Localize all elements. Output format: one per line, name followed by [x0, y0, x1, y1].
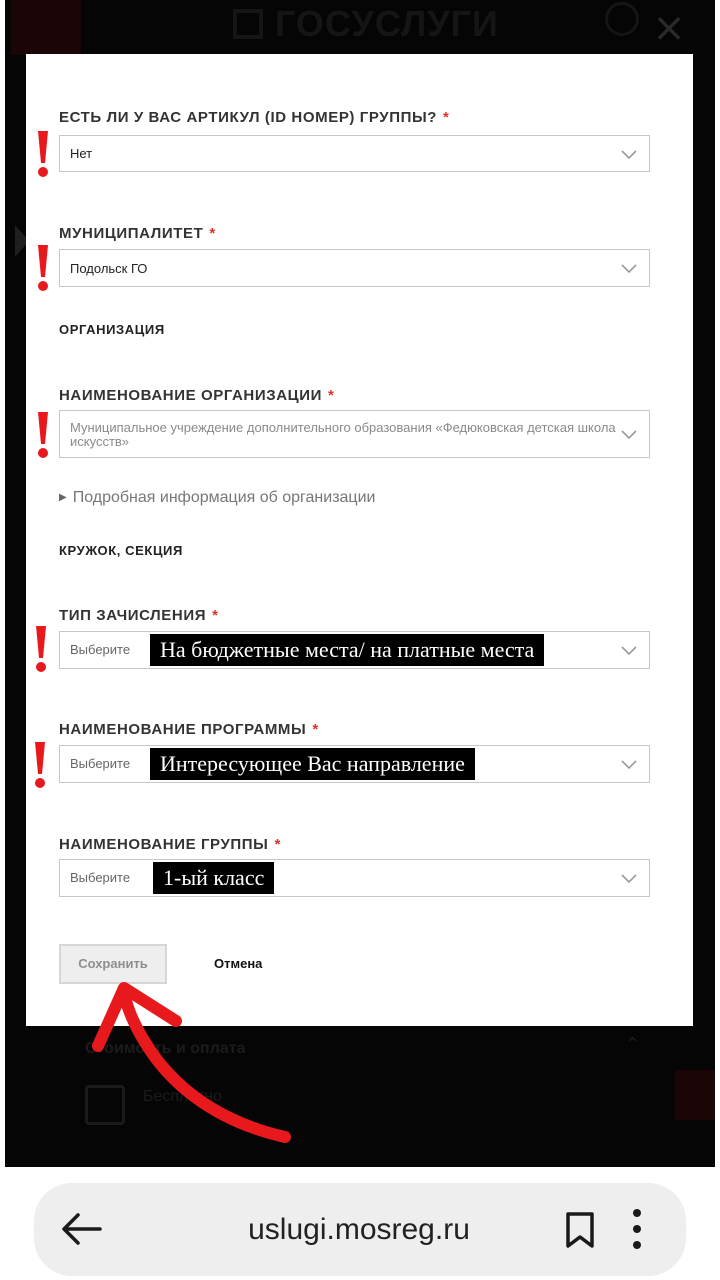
chevron-down-icon [621, 646, 637, 656]
bookmark-icon[interactable] [564, 1211, 596, 1249]
field-label-organization-name: НАИМЕНОВАНИЕ ОРГАНИЗАЦИИ * [59, 387, 335, 404]
exclamation-icon [32, 740, 48, 790]
field-label-program-name: НАИМЕНОВАНИЕ ПРОГРАММЫ * [59, 721, 319, 738]
background-logo-text: ГОСУСЛУГИ [275, 3, 499, 44]
details-link-label: Подробная информация об организации [72, 489, 376, 506]
field-label-group-name: НАИМЕНОВАНИЕ ГРУППЫ * [59, 836, 281, 853]
annotation-enrollment-hint: На бюджетные места/ на платные места [150, 634, 544, 666]
exclamation-icon [35, 129, 51, 179]
browser-bottom-bar [34, 1183, 686, 1276]
background-section-label: Стоимость и оплата [85, 1040, 246, 1057]
exclamation-icon [33, 624, 49, 674]
section-title-club: КРУЖОК, СЕКЦИЯ [59, 543, 183, 558]
field-label-enrollment-type: ТИП ЗАЧИСЛЕНИЯ * [59, 607, 219, 624]
back-arrow-icon[interactable] [60, 1211, 104, 1247]
organization-name-select[interactable] [59, 410, 650, 458]
exclamation-icon [35, 243, 51, 293]
article-id-select[interactable] [59, 135, 650, 172]
article-id-value: Нет [70, 146, 93, 161]
background-chevron-icon: ⌃ [625, 1034, 641, 1054]
municipality-select[interactable] [59, 249, 650, 287]
background-user-icon [605, 2, 639, 36]
exclamation-icon [35, 410, 51, 460]
field-label-municipality: МУНИЦИПАЛИТЕТ * [59, 225, 216, 242]
chevron-down-icon [621, 874, 637, 884]
background-logo [233, 0, 503, 48]
chevron-down-icon [621, 430, 637, 440]
modal-close-icon[interactable]: × [652, 5, 686, 51]
background-red-button [675, 1070, 715, 1120]
group-name-select[interactable] [59, 859, 650, 897]
cancel-button[interactable]: Отмена [214, 956, 263, 971]
background-menu-area [11, 0, 81, 55]
address-bar-url[interactable]: uslugi.mosreg.ru [248, 1213, 470, 1246]
annotation-program-hint: Интересующее Вас направление [150, 748, 475, 780]
triangle-right-icon: ▶ [59, 492, 67, 503]
enrollment-type-placeholder: Выберите [70, 642, 131, 657]
save-button[interactable]: Сохранить [59, 944, 167, 984]
chevron-down-icon [621, 264, 637, 274]
chevron-down-icon [621, 150, 637, 160]
field-label-article-id: ЕСТЬ ЛИ У ВАС АРТИКУЛ (ID НОМЕР) ГРУППЫ? * [59, 109, 450, 126]
organization-details-toggle[interactable] [59, 489, 375, 507]
background-sub-label: Бесплатно [143, 1088, 223, 1105]
organization-name-value: Муниципальное учреждение дополнительного образования «Федюковская детская школа искусств» [70, 420, 616, 449]
program-name-placeholder: Выберите [70, 756, 131, 771]
group-name-placeholder: Выберите [70, 870, 131, 885]
application-form-modal [26, 54, 693, 1026]
municipality-value: Подольск ГО [70, 261, 148, 276]
annotation-group-hint: 1-ый класс [153, 862, 274, 894]
logo-square-icon [233, 9, 263, 39]
more-options-icon[interactable] [630, 1207, 644, 1251]
chevron-down-icon [621, 760, 637, 770]
background-wallet-icon [85, 1085, 125, 1125]
section-title-organization: ОРГАНИЗАЦИЯ [59, 322, 165, 337]
